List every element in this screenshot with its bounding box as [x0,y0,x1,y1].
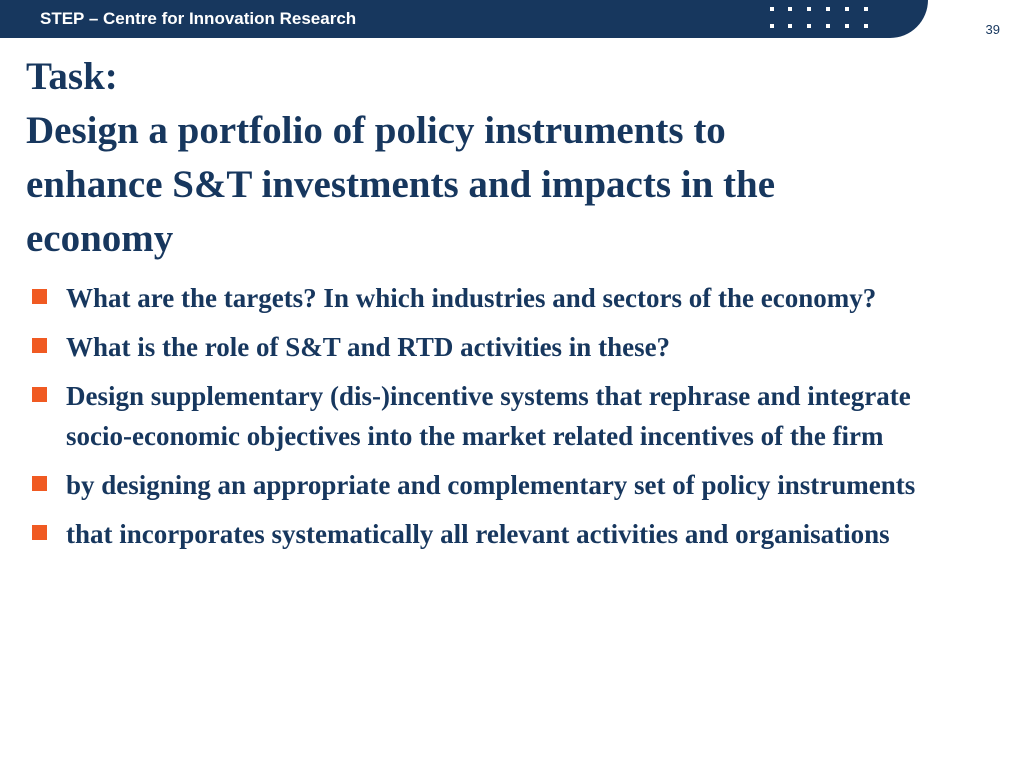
decorative-dot [807,24,811,28]
decorative-dot [864,24,868,28]
decorative-dot [788,24,792,28]
square-bullet-icon [32,289,47,304]
decorative-dot [807,7,811,11]
page-number: 39 [985,22,1000,37]
square-bullet-icon [32,387,47,402]
decorative-dot [770,7,774,11]
bullet-list [30,278,970,563]
header-bar [0,0,928,38]
slide-title-line: enhance S&T investments and impacts in the [26,163,776,206]
bullet-text: What is the role of S&T and RTD activities in these? [66,332,671,362]
decorative-dot [788,7,792,11]
bullet-text: What are the targets? In which industries and sectors of the economy? [66,283,877,313]
decorative-dot [826,7,830,11]
square-bullet-icon [32,476,47,491]
decorative-dot [770,24,774,28]
slide-title-line: Task: [26,55,118,98]
bullet-text: by designing an appropriate and complementary set of policy instruments [66,470,916,500]
decorative-dot [845,24,849,28]
bullet-item [30,278,970,318]
square-bullet-icon [32,525,47,540]
bullet-text: Design supplementary (dis-)incentive systems that rephrase and integrate socio-economic objectives into the market related incentives of the firm [66,381,911,451]
bullet-item [30,465,970,505]
square-bullet-icon [32,338,47,353]
bullet-item [30,327,970,367]
dot-grid-pattern [770,4,870,34]
slide-title-line: Design a portfolio of policy instruments to [26,109,726,152]
decorative-dot [845,7,849,11]
slide-title-line: economy [26,217,174,260]
bullet-item [30,514,970,554]
header-title: STEP – Centre for Innovation Research [40,9,357,28]
bullet-item [30,376,970,456]
slide-title [26,50,986,266]
decorative-dot [826,24,830,28]
decorative-dot [864,7,868,11]
bullet-text: that incorporates systematically all relevant activities and organisations [66,519,890,549]
